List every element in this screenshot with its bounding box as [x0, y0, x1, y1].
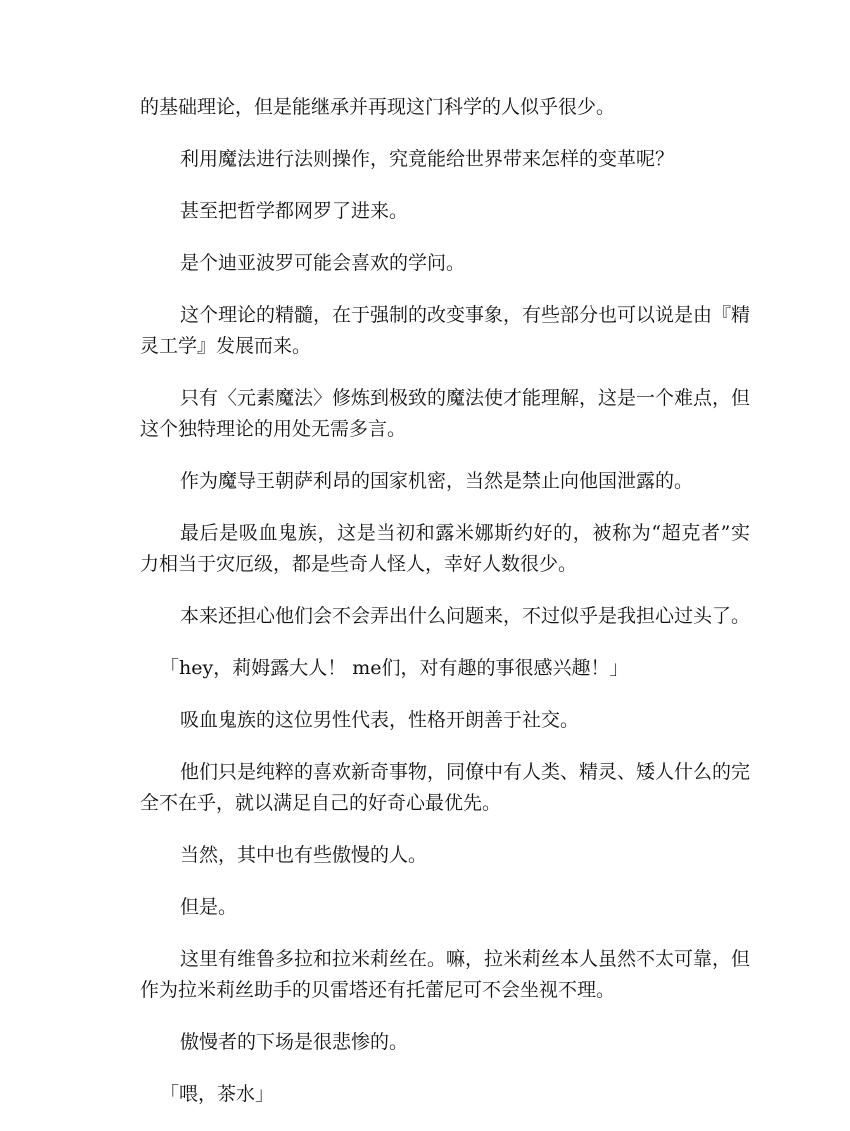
dialog-line-1: 「hey，莉姆露大人！ me们，对有趣的事很感兴趣！」: [160, 657, 629, 679]
paragraph-12: 他们只是纯粹的喜欢新奇事物，同僚中有人类、精灵、矮人什么的完全不在乎，就以满足自己的好奇心最优先。: [140, 761, 751, 814]
paragraph-11: 吸血鬼族的这位男性代表，性格开朗善于社交。: [180, 709, 580, 731]
dialog-line-2: 「喂，茶水」: [160, 1083, 275, 1105]
paragraph-9: 本来还担心他们会不会弄出什么问题来，不过似乎是我担心过头了。: [180, 605, 751, 627]
paragraph-7: 作为魔导王朝萨利昂的国家机密，当然是禁止向他国泄露的。: [180, 470, 694, 492]
paragraph-4: 是个迪亚波罗可能会喜欢的学问。: [180, 252, 466, 274]
document-page: [140, 92, 750, 1131]
paragraph-2: 利用魔法进行法则操作，究竟能给世界带来怎样的变革呢？: [180, 148, 675, 170]
paragraph-6: 只有〈元素魔法〉修炼到极致的魔法使才能理解，这是一个难点，但这个独特理论的用处无需多言。: [140, 387, 751, 440]
paragraph-14: 但是。: [180, 896, 238, 918]
paragraph-3: 甚至把哲学都网罗了进来。: [180, 200, 409, 222]
paragraph-1: 的基础理论，但是能继承并再现这门科学的人似乎很少。: [140, 96, 616, 118]
paragraph-16: 傲慢者的下场是很悲惨的。: [180, 1031, 409, 1053]
paragraph-5: 这个理论的精髓，在于强制的改变事象，有些部分也可以说是由『精灵工学』发展而来。: [140, 304, 751, 357]
paragraph-8: 最后是吸血鬼族，这是当初和露米娜斯约好的，被称为“超克者”实力相当于灾厄级，都是些奇人怪人，幸好人数很少。: [140, 522, 750, 575]
paragraph-15: 这里有维鲁多拉和拉米莉丝在。嘛，拉米莉丝本人虽然不太可靠，但作为拉米莉丝助手的贝雷塔还有托蕾尼可不会坐视不理。: [140, 948, 751, 1001]
paragraph-13: 当然，其中也有些傲慢的人。: [180, 844, 428, 866]
